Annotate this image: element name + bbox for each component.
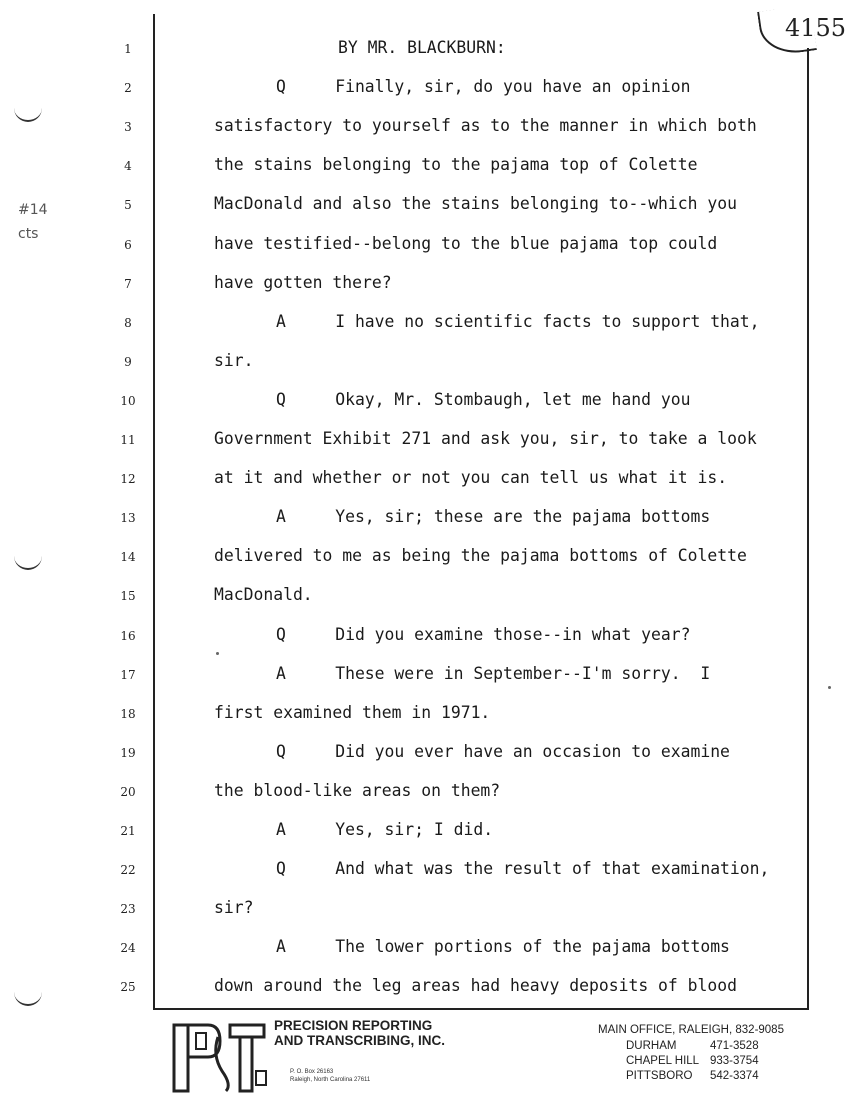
- line-number: 5: [124, 198, 132, 212]
- line-number: 25: [120, 980, 136, 994]
- transcript-line: Government Exhibit 271 and ask you, sir, to take a look: [214, 429, 757, 448]
- transcript-line: Q Okay, Mr. Stombaugh, let me hand you: [276, 390, 691, 409]
- stray-mark: [216, 652, 219, 655]
- line-number: 1: [124, 42, 132, 56]
- transcript-line: satisfactory to yourself as to the manner in which both: [214, 116, 757, 135]
- line-number: 14: [120, 550, 136, 564]
- transcript-line: MacDonald.: [214, 585, 313, 604]
- transcript-line: A The lower portions of the pajama bottoms: [276, 937, 730, 956]
- transcript-line: have testified--belong to the blue pajama top could: [214, 234, 718, 253]
- reporting-company-logo: [168, 1015, 268, 1095]
- line-number: 7: [124, 277, 132, 291]
- transcript-line: Q And what was the result of that examination,: [276, 859, 770, 878]
- transcript-line: delivered to me as being the pajama bottoms of Colette: [214, 546, 747, 565]
- transcript-line: first examined them in 1971.: [214, 703, 491, 722]
- margin-bracket-mark: [14, 106, 42, 122]
- transcript-line: A Yes, sir; these are the pajama bottoms: [276, 507, 711, 526]
- company-name-line2: AND TRANSCRIBING, INC.: [274, 1033, 445, 1048]
- line-number: 15: [120, 589, 136, 603]
- line-number: 11: [120, 433, 136, 447]
- line-number: 22: [120, 863, 136, 877]
- office-city: CHAPEL HILL: [626, 1055, 700, 1067]
- margin-bracket-mark: [14, 990, 42, 1006]
- line-number: 13: [120, 511, 136, 525]
- line-number: 2: [124, 81, 132, 95]
- office-phone: 471-3528: [710, 1040, 759, 1052]
- office-city: DURHAM: [626, 1040, 677, 1052]
- transcript-line: sir.: [214, 351, 254, 370]
- margin-note-number: #14: [18, 202, 48, 218]
- transcript-line: MacDonald and also the stains belonging to--which you: [214, 194, 738, 213]
- line-number: 3: [124, 120, 132, 134]
- margin-bracket-mark: [14, 554, 42, 570]
- line-number: 12: [120, 472, 136, 486]
- line-number: 20: [120, 785, 136, 799]
- transcript-line: sir?: [214, 898, 254, 917]
- transcript-line: at it and whether or not you can tell us what it is.: [214, 468, 728, 487]
- company-address: [290, 1068, 370, 1084]
- transcript-line: Q Finally, sir, do you have an opinion: [276, 77, 691, 96]
- company-name: [274, 1018, 445, 1048]
- line-number: 21: [120, 824, 136, 838]
- transcript-line: Q Did you ever have an occasion to examine: [276, 742, 730, 761]
- line-number: 18: [120, 707, 136, 721]
- main-office: MAIN OFFICE, RALEIGH, 832-9085: [598, 1024, 784, 1036]
- transcript-line: have gotten there?: [214, 273, 392, 292]
- transcript-line: A Yes, sir; I did.: [276, 820, 494, 839]
- line-number: 6: [124, 238, 132, 252]
- line-number: 24: [120, 941, 136, 955]
- transcript-line: BY MR. BLACKBURN:: [338, 38, 506, 57]
- line-number: 8: [124, 316, 132, 330]
- transcript-line: Q Did you examine those--in what year?: [276, 625, 691, 644]
- margin-note-initials: cts: [18, 226, 39, 242]
- address-line2: Raleigh, North Carolina 27611: [290, 1077, 371, 1083]
- right-margin-rule: [807, 48, 809, 1010]
- address-line1: P. O. Box 26163: [290, 1069, 334, 1075]
- company-name-line1: PRECISION REPORTING: [274, 1018, 433, 1033]
- line-number: 4: [124, 159, 132, 173]
- office-city: PITTSBORO: [626, 1070, 693, 1082]
- office-phone: 933-3754: [710, 1055, 759, 1067]
- line-number: 16: [120, 629, 136, 643]
- line-number: 19: [120, 746, 136, 760]
- line-number: 23: [120, 902, 136, 916]
- line-number: 10: [120, 394, 136, 408]
- stray-mark: [828, 686, 831, 689]
- left-margin-rule: [153, 14, 155, 1009]
- transcript-line: A I have no scientific facts to support that,: [276, 312, 760, 331]
- transcript-line: the blood-like areas on them?: [214, 781, 501, 800]
- bottom-margin-rule: [153, 1008, 809, 1010]
- line-number: 17: [120, 668, 136, 682]
- office-phone: 542-3374: [710, 1070, 759, 1082]
- transcript-line: A These were in September--I'm sorry. I: [276, 664, 711, 683]
- page-number: 4155: [785, 14, 847, 42]
- transcript-line: the stains belonging to the pajama top of Colette: [214, 155, 698, 174]
- transcript-line: down around the leg areas had heavy deposits of blood: [214, 976, 738, 995]
- line-number: 9: [124, 355, 132, 369]
